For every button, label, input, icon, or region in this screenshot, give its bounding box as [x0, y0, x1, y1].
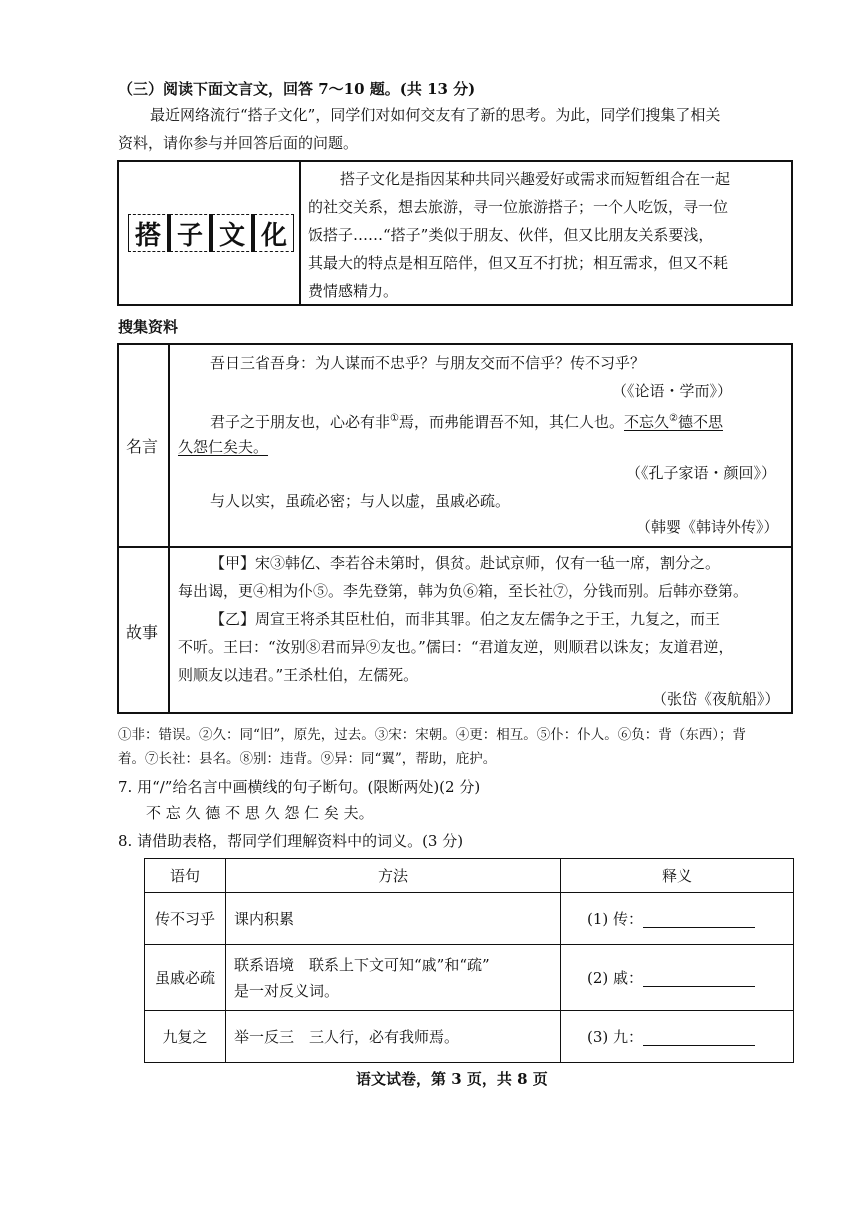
materials-label: 搜集资料 — [118, 318, 179, 336]
saying-2-part-b: 焉，而弗能谓吾不知，其仁人也。 — [398, 413, 624, 431]
vocab-table-header — [145, 859, 794, 893]
topic-text-3: 饭搭子……“搭子”类似于朋友、伙伴，但又比朋友关系要浅， — [308, 226, 714, 244]
topic-title-char: 子 — [170, 214, 212, 252]
notes-line-1: ①非：错误。②久：同“旧”，原先，过去。③宋：宋朝。④更：相互。⑤仆：仆人。⑥负：背（东西）；背 — [118, 727, 747, 743]
saying-3: 与人以实，虽疏必密；与人以虚，虽戚必疏。 — [210, 492, 511, 510]
table-row — [145, 1011, 794, 1063]
intro-line-1: 最近网络流行“搭子文化”，同学们对如何交友有了新的思考。为此，同学们搜集了相关 — [150, 106, 721, 124]
notes-line-2: 着。⑦长社：县名。⑧别：违背。⑨异：同“翼”，帮助，庇护。 — [118, 751, 497, 767]
stories-label: 故事 — [126, 623, 159, 642]
row-method-line-2: 是一对反义词。 — [234, 981, 340, 1000]
underlined-sentence-part-2: 久怨仁矣夫。 — [178, 438, 269, 456]
row-method: 课内积累 — [226, 893, 561, 945]
topic-text-2: 的社交关系，想去旅游，寻一位旅游搭子；一个人吃饭，寻一位 — [308, 198, 729, 216]
saying-1-source: （《论语・学而》） — [612, 382, 733, 400]
answer-blank[interactable] — [643, 913, 755, 928]
intro-line-2: 资料，请你参与并回答后面的问题。 — [118, 134, 359, 152]
saying-2-line-1 — [210, 408, 723, 433]
section-heading: （三）阅读下面文言文，回答 7～10 题。(共 13 分) — [118, 80, 476, 98]
question-7: 7. 用“/”给名言中画横线的句子断句。(限断两处)(2 分) — [118, 778, 481, 796]
story-yi-2: 不听。王曰：“汝别⑧君而异⑨友也。”儒曰：“君道友逆，则顺君以诛友；友道君逆， — [178, 638, 734, 656]
row-phrase: 虽戚必疏 — [145, 945, 226, 1011]
row-answer — [561, 1011, 794, 1063]
row-method: 举一反三 三人行，必有我师焉。 — [226, 1011, 561, 1063]
note-ref-2: ② — [669, 413, 678, 424]
topic-text-4: 其最大的特点是相互陪伴，但又互不打扰；相互需求，但又不耗 — [308, 254, 729, 272]
saying-2-part-c: 不忘久 — [624, 413, 670, 431]
saying-2-source: （《孔子家语・颜回》） — [626, 464, 777, 482]
topic-title-stamp — [128, 214, 294, 252]
story-yi-3: 则顺友以违君。”王杀杜伯，左儒死。 — [178, 666, 419, 684]
table-row — [145, 945, 794, 1011]
saying-2-part-d: 德不思 — [677, 413, 723, 431]
question-7-sentence: 不 忘 久 德 不 思 久 怨 仁 矣 夫。 — [146, 804, 374, 822]
table-row — [145, 893, 794, 945]
answer-blank[interactable] — [643, 1031, 755, 1046]
row-method — [226, 945, 561, 1011]
header-method: 方法 — [226, 859, 561, 893]
topic-text-5: 费情感精力。 — [308, 282, 399, 300]
sayings-label: 名言 — [126, 437, 159, 456]
row-method-line-1: 联系语境 联系上下文可知“戚”和“疏” — [234, 955, 490, 974]
row-answer — [561, 893, 794, 945]
note-ref-1: ① — [390, 413, 399, 424]
materials-row-divider — [118, 546, 792, 548]
row-answer — [561, 945, 794, 1011]
row-answer-label: (3) 九： — [587, 1028, 644, 1046]
row-answer-label: (2) 戚： — [587, 969, 644, 987]
story-yi-1: 【乙】周宣王将杀其臣杜伯，而非其罪。伯之友左儒争之于王，九复之，而王 — [210, 610, 721, 628]
question-8: 8. 请借助表格，帮同学们理解资料中的词义。(3 分) — [118, 832, 464, 850]
vocab-table — [144, 858, 794, 1063]
saying-2-part-a: 君子之于朋友也，心必有非 — [210, 413, 391, 431]
story-jia-2: 每出谒，更④相为仆⑤。李先登第，韩为负⑥箱，至长社⑦，分钱而别。后韩亦登第。 — [178, 582, 749, 600]
topic-title-char: 化 — [254, 214, 294, 252]
saying-3-source: （韩婴《韩诗外传》） — [636, 518, 779, 536]
saying-1 — [210, 352, 645, 374]
saying-1-text: 吾日三省吾身：为人谋而不忠乎？与朋友交而不信乎？传不习乎？ — [210, 354, 646, 372]
underlined-sentence-part-1 — [624, 413, 723, 431]
topic-title-char: 文 — [212, 214, 254, 252]
header-meaning: 释义 — [561, 859, 794, 893]
row-answer-label: (1) 传： — [587, 910, 644, 928]
topic-text-1: 搭子文化是指因某种共同兴趣爱好或需求而短暂组合在一起 — [340, 170, 731, 188]
saying-2-line-2 — [178, 436, 268, 458]
row-phrase: 九复之 — [145, 1011, 226, 1063]
row-phrase: 传不习乎 — [145, 893, 226, 945]
answer-blank[interactable] — [643, 972, 755, 987]
page-footer: 语文试卷，第 3 页，共 8 页 — [356, 1070, 548, 1088]
header-phrase: 语句 — [145, 859, 226, 893]
topic-title-char: 搭 — [128, 214, 170, 252]
topic-box-divider — [299, 161, 301, 305]
materials-col-divider — [168, 344, 170, 713]
stories-source: （张岱《夜航船》） — [652, 690, 780, 708]
story-jia-1: 【甲】宋③韩亿、李若谷未第时，俱贫。赴试京师，仅有一毡一席，割分之。 — [210, 554, 721, 572]
